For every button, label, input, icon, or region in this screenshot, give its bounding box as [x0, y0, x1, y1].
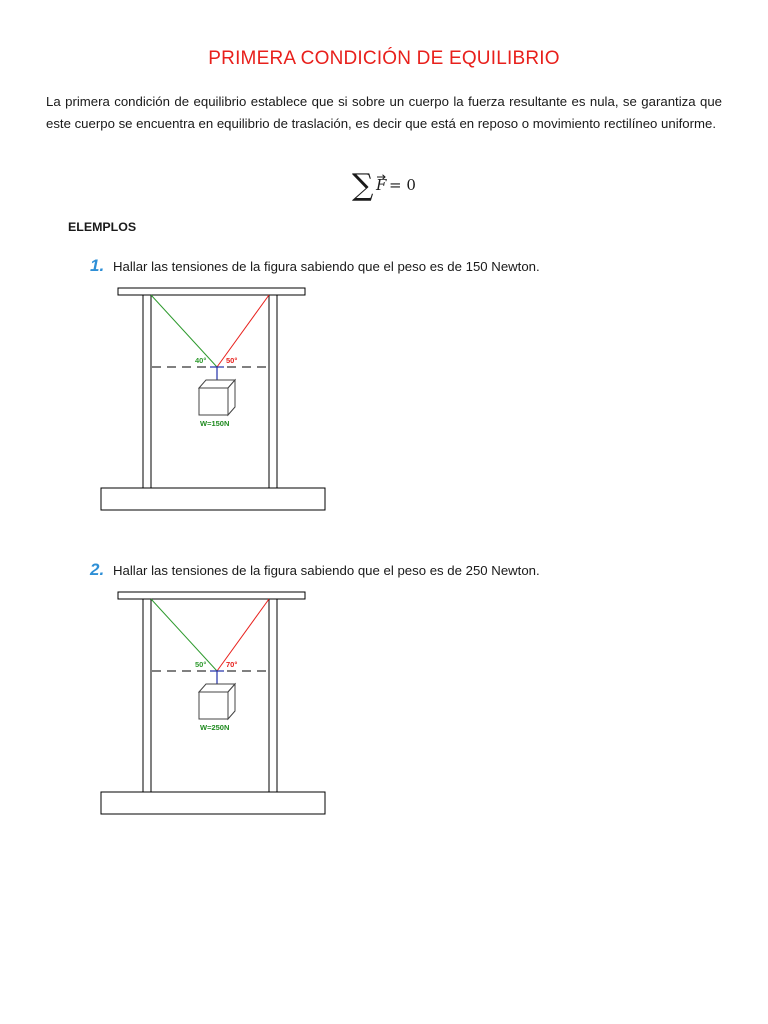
formula-equals-zero: = 0	[389, 176, 416, 194]
angle-left-label: 40°	[195, 356, 207, 365]
weight-box	[199, 380, 235, 415]
top-beam	[118, 592, 305, 599]
example-2-number: 2.	[90, 560, 105, 579]
example-2-figure	[100, 590, 330, 820]
angle-right-label: 50°	[226, 356, 238, 365]
top-beam	[118, 288, 305, 295]
left-rope	[151, 599, 217, 671]
left-post	[143, 295, 151, 488]
left-post	[143, 599, 151, 792]
left-rope	[151, 295, 217, 367]
base-platform	[101, 792, 325, 814]
weight-label: W=250N	[200, 723, 230, 732]
right-post	[269, 599, 277, 792]
right-post	[269, 295, 277, 488]
intro-paragraph: La primera condición de equilibrio establece que si sobre un cuerpo la fuerza resultante es nula, se garantiza que este cuerpo se encuentra en equilibrio de traslación, es decir que está en reposo o movimiento rectilíneo uniforme.	[46, 94, 722, 131]
right-rope	[217, 295, 269, 367]
page-title: PRIMERA CONDICIÓN DE EQUILIBRIO	[208, 48, 560, 69]
formula-vector-f: F	[376, 176, 387, 194]
example-1-text: Hallar las tensiones de la figura sabiendo que el peso es de 150 Newton.	[113, 259, 540, 274]
base-platform	[101, 488, 325, 510]
weight-box	[199, 684, 235, 719]
example-2-text: Hallar las tensiones de la figura sabiendo que el peso es de 250 Newton.	[113, 563, 540, 578]
right-rope	[217, 599, 269, 671]
weight-label: W=150N	[200, 419, 230, 428]
example-1-figure	[100, 286, 330, 516]
formula-sum-symbol: ∑	[352, 168, 374, 203]
example-1-number: 1.	[90, 256, 105, 275]
examples-heading: ELEMPLOS	[68, 220, 137, 234]
equilibrium-formula	[352, 166, 432, 206]
angle-right-label: 70°	[226, 660, 238, 669]
angle-left-label: 50°	[195, 660, 207, 669]
